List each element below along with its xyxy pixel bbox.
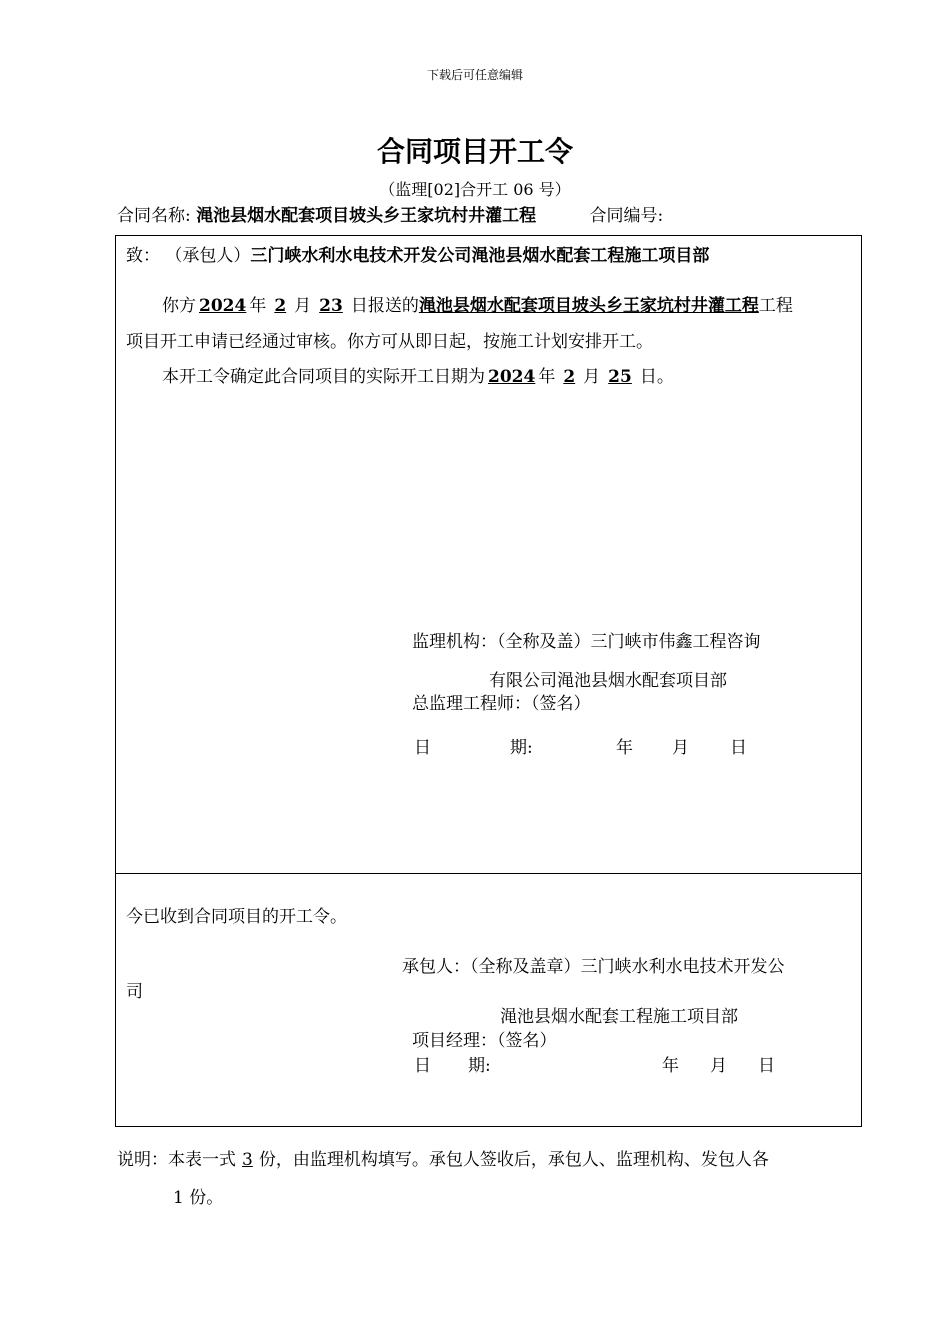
footnote — [117, 1145, 769, 1170]
p1-text-c: 月 — [294, 296, 312, 316]
supervisor-org-line-2: 有限公司渑池县烟水配套项目部 — [489, 671, 727, 691]
supervisor-date-year: 年 — [616, 738, 633, 758]
supervisor-org-line-1: 监理机构：（全称及盖）三门峡市伟鑫工程咨询 — [412, 632, 761, 652]
receipt-date-day: 日 — [758, 1056, 775, 1076]
receipt-date-year: 年 — [662, 1056, 679, 1076]
supervisor-date-month: 月 — [672, 738, 689, 758]
copies-count: 3 — [242, 1150, 253, 1170]
contractor-line-1-wrap: 司 — [126, 982, 143, 1002]
receipt-statement: 今已收到合同项目的开工令。 — [126, 907, 347, 927]
paragraph-3 — [162, 362, 674, 387]
contract-name-label: 合同名称: — [117, 206, 191, 226]
contract-name-value: 渑池县烟水配套项目坡头乡王家坑村井灌工程 — [196, 206, 537, 226]
p1-text-e: 工程 — [758, 296, 793, 316]
start-day: 25 — [608, 367, 632, 387]
p1-text-b: 年 — [249, 296, 267, 316]
supervisor-date-label-1: 日 — [414, 738, 431, 758]
submit-year: 2024 — [199, 296, 247, 316]
contractor-line-2: 渑池县烟水配套工程施工项目部 — [500, 1007, 738, 1027]
contract-number-label: 合同编号: — [589, 206, 664, 226]
start-year: 2024 — [488, 367, 536, 387]
header-note: 下载后可任意编辑 — [426, 68, 523, 82]
p1-text-d: 日报送的 — [350, 296, 419, 316]
supervisor-date-label-2: 期: — [510, 738, 533, 758]
supervisor-date-day: 日 — [730, 738, 747, 758]
p3-text-d: 日。 — [639, 367, 674, 387]
document-number: （监理[02]合开工 06 号） — [379, 180, 571, 199]
to-prefix: （承包人） — [165, 246, 251, 266]
note-text-b: 份，由监理机构填写。承包人签收后，承包人、监理机构、发包人各 — [258, 1150, 769, 1170]
start-month: 2 — [563, 367, 576, 387]
submit-day: 23 — [319, 296, 343, 316]
project-manager-signature: 项目经理：（签名） — [412, 1031, 557, 1051]
contract-info-line — [117, 201, 663, 226]
project-name: 渑池县烟水配套项目坡头乡王家坑村井灌工程 — [418, 296, 759, 316]
recipient-name: 三门峡水利水电技术开发公司渑池县烟水配套工程施工项目部 — [250, 246, 710, 266]
to-label: 致： — [126, 246, 160, 266]
receipt-date-month: 月 — [710, 1056, 727, 1076]
chief-engineer-signature: 总监理工程师：（签名） — [412, 694, 591, 714]
p3-text-c: 月 — [583, 367, 601, 387]
p3-text-a: 本开工令确定此合同项目的实际开工日期为 — [162, 367, 485, 387]
paragraph-2: 项目开工申请已经通过审核。你方可从即日起，按施工计划安排开工。 — [126, 332, 653, 352]
note-text-a: 说明：本表一式 — [117, 1150, 236, 1170]
section-divider — [116, 873, 861, 874]
receipt-date-label-1: 日 — [414, 1056, 431, 1076]
page-title: 合同项目开工令 — [376, 135, 573, 168]
p3-text-b: 年 — [538, 367, 556, 387]
recipient-line — [126, 241, 709, 266]
order-form-table — [115, 235, 862, 1127]
footnote-continued: 1 份。 — [173, 1188, 224, 1208]
p1-text-a: 你方 — [162, 296, 196, 316]
submit-month: 2 — [274, 296, 287, 316]
contractor-line-1: 承包人：（全称及盖章）三门峡水利水电技术开发公 — [402, 957, 785, 977]
receipt-date-label-2: 期: — [468, 1056, 491, 1076]
paragraph-1 — [162, 291, 793, 316]
